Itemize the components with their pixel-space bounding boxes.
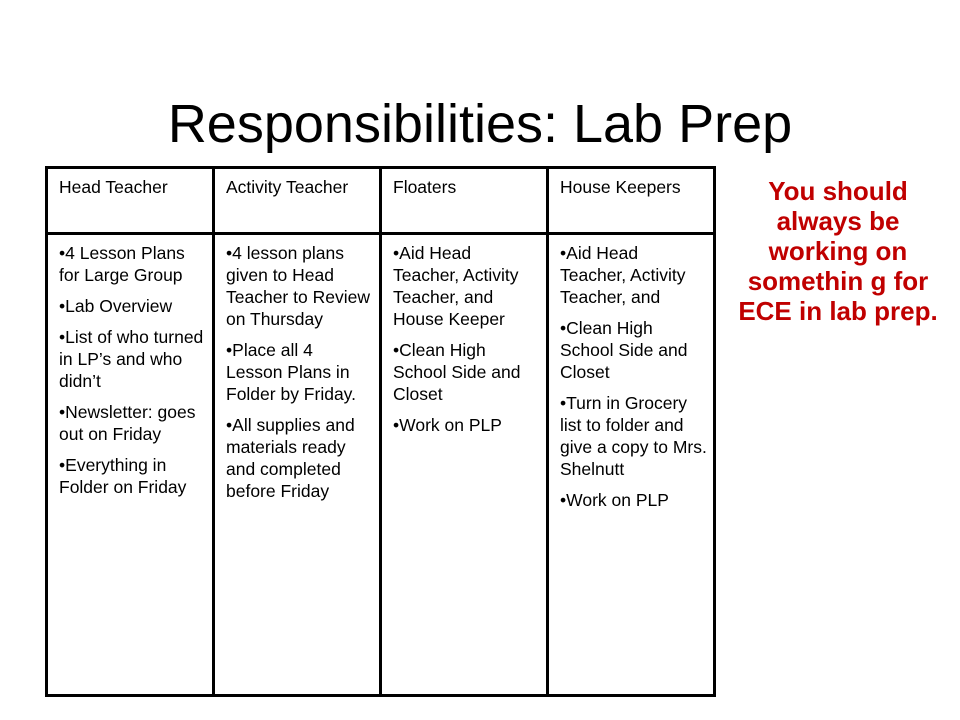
list-item: • Aid Head Teacher, Activity Teacher, and House Keeper bbox=[393, 242, 540, 330]
list-item: • Clean High School Side and Closet bbox=[560, 317, 707, 383]
list-item: • Aid Head Teacher, Activity Teacher, and bbox=[560, 242, 707, 308]
list-item: • Work on PLP bbox=[560, 489, 707, 511]
list-item: • Work on PLP bbox=[393, 414, 540, 436]
slide-title: Responsibilities: Lab Prep bbox=[167, 94, 793, 155]
cell-head-teacher bbox=[47, 234, 214, 696]
cell-activity-teacher bbox=[214, 234, 381, 696]
bullet-list bbox=[59, 242, 206, 498]
list-item: • Everything in Folder on Friday bbox=[59, 454, 206, 498]
list-item: • Newsletter: goes out on Friday bbox=[59, 401, 206, 445]
list-item: • Clean High School Side and Closet bbox=[393, 339, 540, 405]
list-item: • 4 lesson plans given to Head Teacher to Review on Thursday bbox=[226, 242, 373, 330]
list-item: • 4 Lesson Plans for Large Group bbox=[59, 242, 206, 286]
cell-floaters bbox=[381, 234, 548, 696]
list-item: • All supplies and materials ready and completed before Friday bbox=[226, 414, 373, 502]
table-row bbox=[47, 234, 715, 696]
cell-house-keepers bbox=[548, 234, 715, 696]
list-item: • Place all 4 Lesson Plans in Folder by Friday. bbox=[226, 339, 373, 405]
table-header-row bbox=[47, 168, 715, 234]
list-item: • Lab Overview bbox=[59, 295, 206, 317]
list-item: • List of who turned in LP’s and who didn’t bbox=[59, 326, 206, 392]
bullet-list bbox=[226, 242, 373, 502]
header-activity-teacher: Activity Teacher bbox=[214, 168, 381, 234]
header-head-teacher: Head Teacher bbox=[47, 168, 214, 234]
bullet-list bbox=[393, 242, 540, 436]
header-floaters: Floaters bbox=[381, 168, 548, 234]
bullet-list bbox=[560, 242, 707, 511]
responsibilities-table bbox=[45, 166, 716, 697]
list-item: • Turn in Grocery list to folder and give a copy to Mrs. Shelnutt bbox=[560, 392, 707, 480]
header-house-keepers: House Keepers bbox=[548, 168, 715, 234]
side-note: You should always be working on somethin g for ECE in lab prep. bbox=[738, 176, 938, 326]
